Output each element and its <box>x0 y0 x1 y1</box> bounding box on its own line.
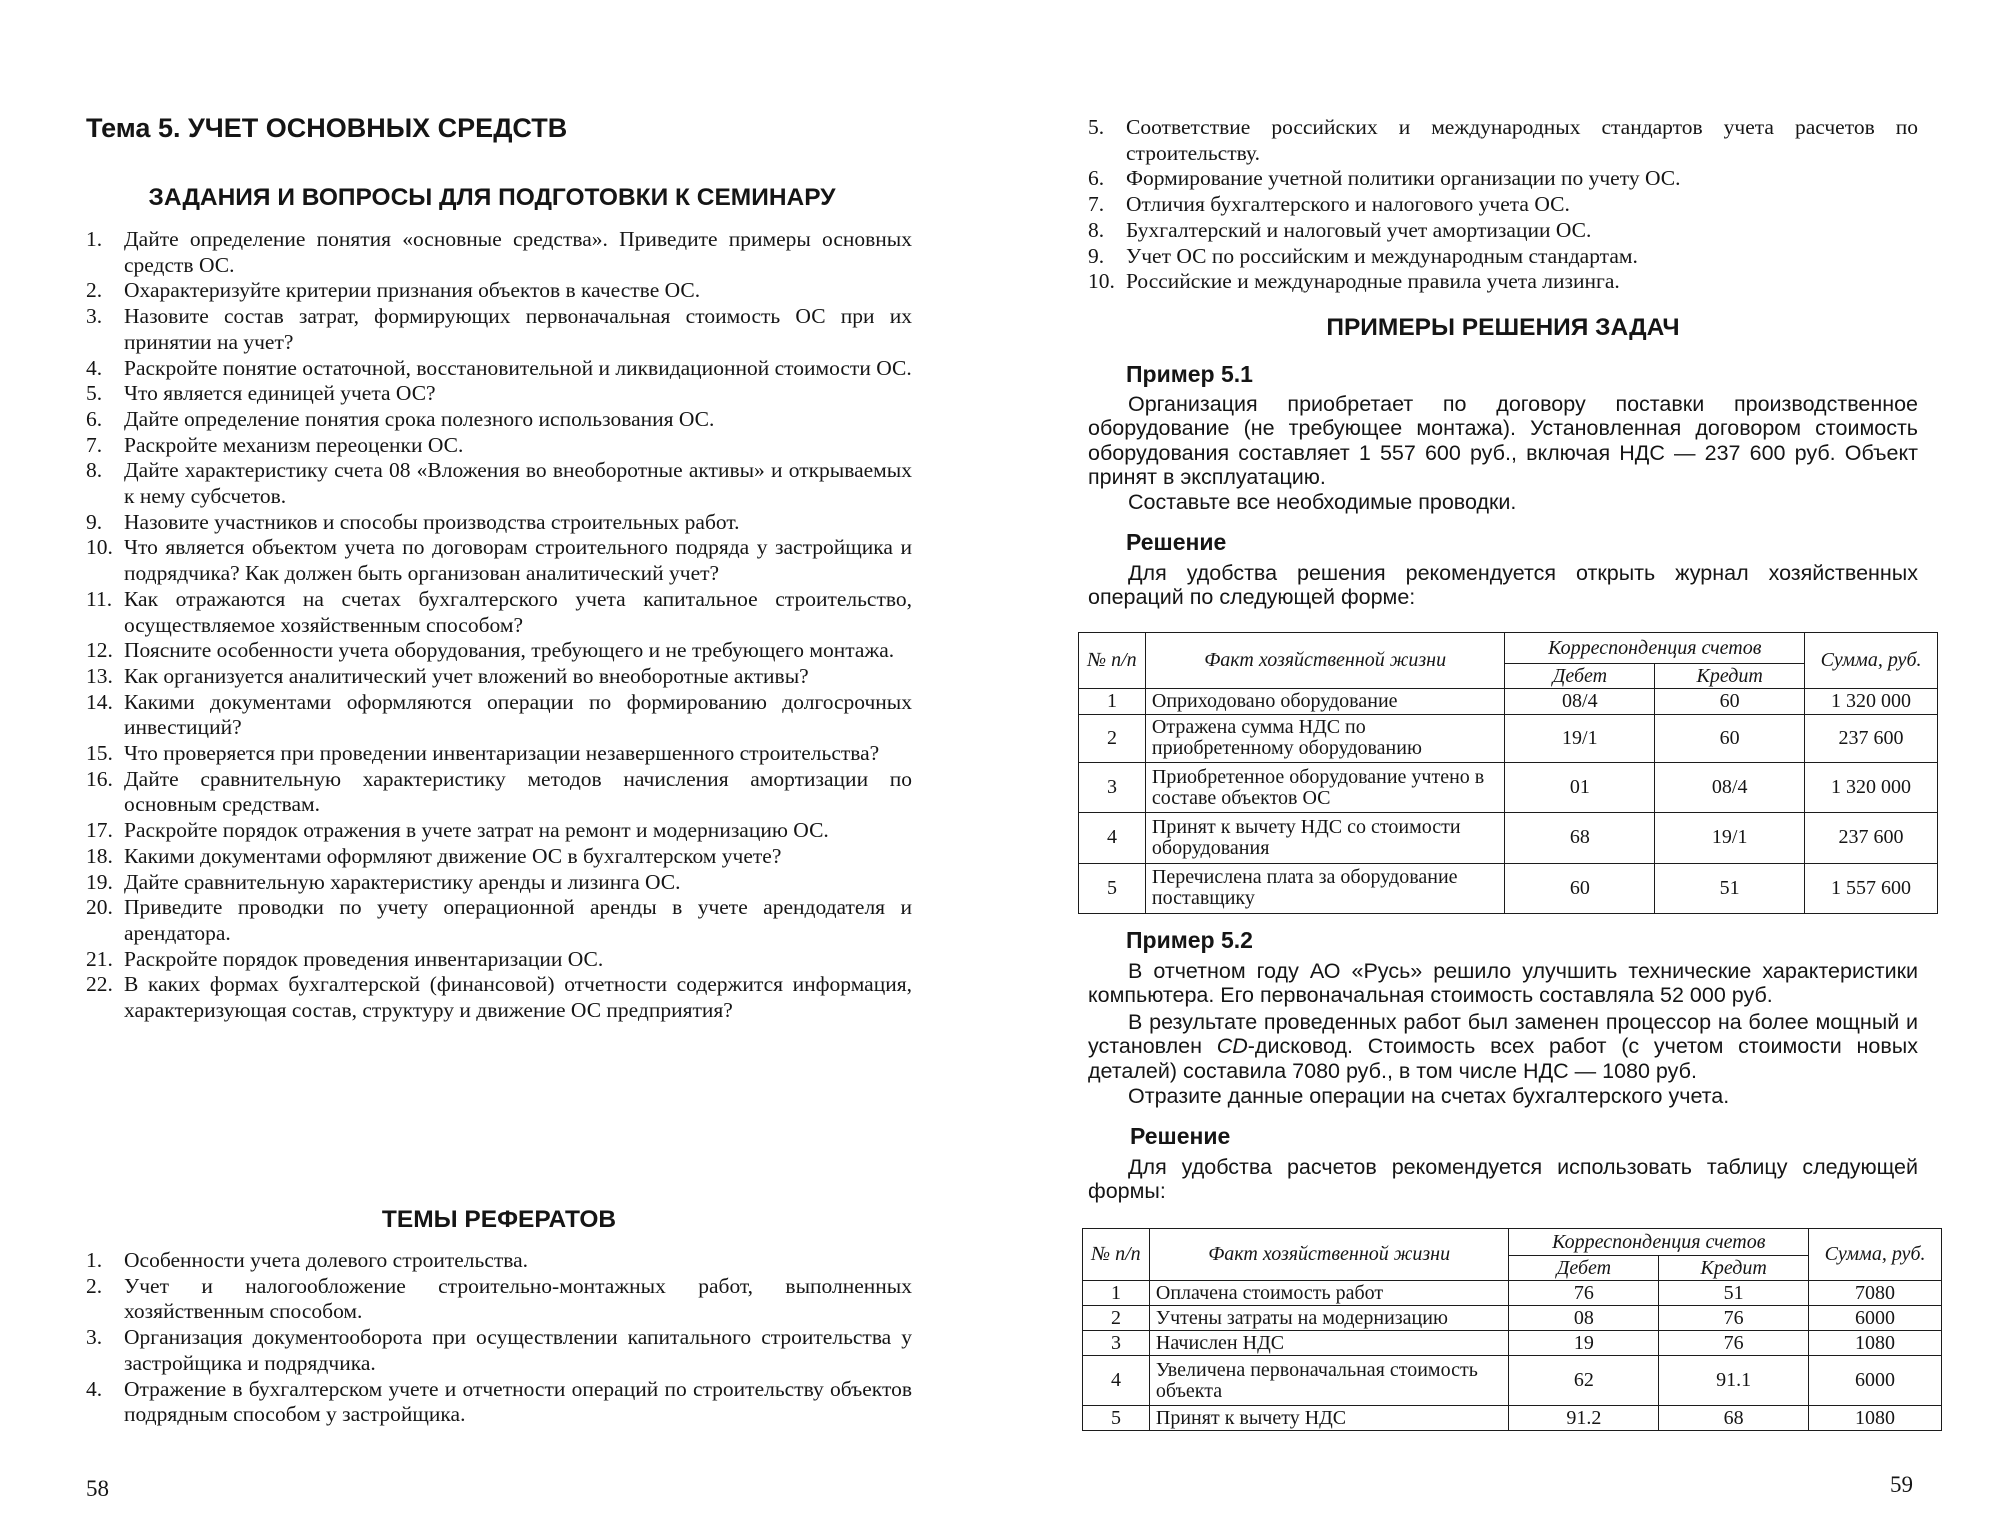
header-sum: Сумма, руб. <box>1809 1229 1942 1281</box>
example-task: Отразите данные операции на счетах бухгалтерского учета. <box>1128 1084 1730 1108</box>
question-item: 1. Дайте определение понятия «основные средства». Приведите примеры основных средств ОС. <box>86 227 912 277</box>
header-num: № п/п <box>1083 1229 1150 1281</box>
header-num: № п/п <box>1079 633 1146 689</box>
table-row: 2 Учтены затраты на модернизацию 08 76 6000 <box>1083 1306 1942 1331</box>
header-correspondence: Корреспонденция счетов <box>1505 633 1805 664</box>
solution-text: Для удобства решения рекомендуется открыть журнал хозяйственных операций по следующей форме: <box>1088 561 1918 610</box>
question-item: 9. Назовите участников и способы производства строительных работ. <box>86 509 740 534</box>
question-item: 10. Что является объектом учета по договорам строительного подряда у застройщика и подрядчика? Как должен быть организован аналитический учет? <box>86 535 912 586</box>
question-item: 7. Раскройте механизм переоценки ОС. <box>86 432 464 457</box>
header-correspondence: Корреспонденция счетов <box>1509 1229 1809 1256</box>
essay-item: 7. Отличия бухгалтерского и налогового учета ОС. <box>1088 192 1570 217</box>
essays-heading: ТЕМЫ РЕФЕРАТОВ <box>381 1206 617 1233</box>
seminar-question-list <box>86 227 912 1024</box>
question-item: 14. Какими документами оформляются операции по формированию долгосрочных инвестиций? <box>86 689 912 740</box>
table-row: 4 Принят к вычету НДС со стоимости оборудования 68 19/1 237 600 <box>1079 813 1938 863</box>
right-page <box>1000 0 2000 1536</box>
essay-topic-list-continued <box>1088 115 1918 295</box>
table-row: 3 Начислен НДС 19 76 1080 <box>1083 1331 1942 1356</box>
question-item: 4. Раскройте понятие остаточной, восстановительной и ликвидационной стоимости ОС. <box>86 355 912 380</box>
solution-title: Решение <box>1130 1123 1231 1149</box>
table-row: 2 Отражена сумма НДС по приобретенному оборудованию 19/1 60 237 600 <box>1079 714 1938 762</box>
essay-item: 5. Соответствие российских и международных стандартов учета расчетов по строительству. <box>1088 115 1918 165</box>
header-credit: Кредит <box>1659 1256 1809 1281</box>
essay-topic-list <box>86 1248 912 1428</box>
essay-item: 3. Организация документооборота при осуществлении капитального строительства у застройщика и подрядчика. <box>86 1325 912 1375</box>
header-debit: Дебет <box>1509 1256 1659 1281</box>
example-title: Пример 5.2 <box>1126 927 1253 953</box>
essay-item: 6. Формирование учетной политики организации по учету ОС. <box>1088 166 1681 191</box>
example-condition: В отчетном году АО «Русь» решило улучшить технические характеристики компьютера. Его первоначальная стоимость составляла 52 000 руб. <box>1088 959 1918 1008</box>
header-sum: Сумма, руб. <box>1805 633 1938 689</box>
page-number-right: 59 <box>1890 1472 1913 1497</box>
question-item: 22. В каких формах бухгалтерской (финансовой) отчетности содержится информация, характеризующая состав, структуру и движение ОС предприятия? <box>86 972 912 1023</box>
example-task: Составьте все необходимые проводки. <box>1128 490 1517 514</box>
solution-text: Для удобства расчетов рекомендуется использовать таблицу следующей формы: <box>1088 1155 1918 1204</box>
example-condition: Организация приобретает по договору поставки производственное оборудование (не требующее монтажа). Установленная договором стоимость оборудования составляет 1 557 600 руб., включая НДС — 237 600 руб. Объект принят в эксплуатацию. <box>1088 392 1918 489</box>
page-number-left: 58 <box>86 1476 109 1501</box>
question-item: 15. Что проверяется при проведении инвентаризации незавершенного строительства? <box>86 741 880 766</box>
header-debit: Дебет <box>1505 664 1655 689</box>
journal-table-2 <box>1082 1228 1942 1431</box>
example-title: Пример 5.1 <box>1126 361 1253 387</box>
table-row: 3 Приобретенное оборудование учтено в составе объектов ОС 01 08/4 1 320 000 <box>1079 762 1938 812</box>
header-credit: Кредит <box>1655 664 1805 689</box>
question-item: 16. Дайте сравнительную характеристику методов начисления амортизации по основным средствам. <box>86 766 912 817</box>
question-item: 21. Раскройте порядок проведения инвентаризации ОС. <box>86 946 604 971</box>
question-item: 11. Как отражаются на счетах бухгалтерского учета капитальное строительство, осуществляемое хозяйственным способом? <box>86 586 912 637</box>
examples-heading: ПРИМЕРЫ РЕШЕНИЯ ЗАДАЧ <box>1326 314 1680 341</box>
table-row: 1 Оприходовано оборудование 08/4 60 1 320 000 <box>1079 689 1938 714</box>
essay-item: 8. Бухгалтерский и налоговый учет амортизации ОС. <box>1088 217 1592 242</box>
seminar-heading: ЗАДАНИЯ И ВОПРОСЫ ДЛЯ ПОДГОТОВКИ К СЕМИНАРУ <box>148 184 836 211</box>
table-row: 4 Увеличена первоначальная стоимость объекта 62 91.1 6000 <box>1083 1356 1942 1406</box>
essay-item: 1. Особенности учета долевого строительства. <box>86 1248 529 1272</box>
chapter-title: Тема 5. УЧЕТ ОСНОВНЫХ СРЕДСТВ <box>86 113 568 143</box>
question-item: 19. Дайте сравнительную характеристику аренды и лизинга ОС. <box>86 869 681 894</box>
header-fact: Факт хозяйственной жизни <box>1149 1229 1509 1281</box>
essay-item: 9. Учет ОС по российским и международным стандартам. <box>1088 243 1638 268</box>
question-item: 5. Что является единицей учета ОС? <box>86 381 436 406</box>
question-item: 8. Дайте характеристику счета 08 «Вложения во внеоборотные активы» и открываемых к нему субсчетов. <box>86 458 912 509</box>
question-item: 13. Как организуется аналитический учет вложений во внеоборотные активы? <box>86 663 809 688</box>
table-row: 5 Принят к вычету НДС 91.2 68 1080 <box>1083 1406 1942 1431</box>
question-item: 3. Назовите состав затрат, формирующих первоначальная стоимость ОС при их принятии на учет? <box>86 304 912 354</box>
essay-item: 4. Отражение в бухгалтерском учете и отчетности операций по строительству объектов подрядным способом у застройщика. <box>86 1376 912 1427</box>
question-item: 17. Раскройте порядок отражения в учете затрат на ремонт и модернизацию ОС. <box>86 818 829 843</box>
essay-item: 10. Российские и международные правила учета лизинга. <box>1088 269 1620 294</box>
question-item: 2. Охарактеризуйте критерии признания объектов в качестве ОС. <box>86 278 701 303</box>
header-fact: Факт хозяйственной жизни <box>1145 633 1505 689</box>
table-row: 1 Оплачена стоимость работ 76 51 7080 <box>1083 1281 1942 1306</box>
journal-table-1 <box>1078 632 1938 914</box>
example-details: В результате проведенных работ был заменен процессор на более мощный и установлен CD-дисковод. Стоимость всех работ (с учетом стоимости новых деталей) составила 7080 руб., в том числе НДС — 1080 руб. <box>1088 1010 1918 1083</box>
question-item: 12. Поясните особенности учета оборудования, требующего и не требующего монтажа. <box>86 638 895 663</box>
solution-title: Решение <box>1126 529 1227 555</box>
table-row: 5 Перечислена плата за оборудование поставщику 60 51 1 557 600 <box>1079 863 1938 913</box>
question-item: 20. Приведите проводки по учету операционной аренды в учете арендодателя и арендатора. <box>86 895 912 945</box>
essay-item: 2. Учет и налогообложение строительно-монтажных работ, выполненных хозяйственным способом. <box>86 1273 912 1324</box>
question-item: 6. Дайте определение понятия срока полезного использования ОС. <box>86 406 715 431</box>
question-item: 18. Какими документами оформляют движение ОС в бухгалтерском учете? <box>86 843 782 868</box>
